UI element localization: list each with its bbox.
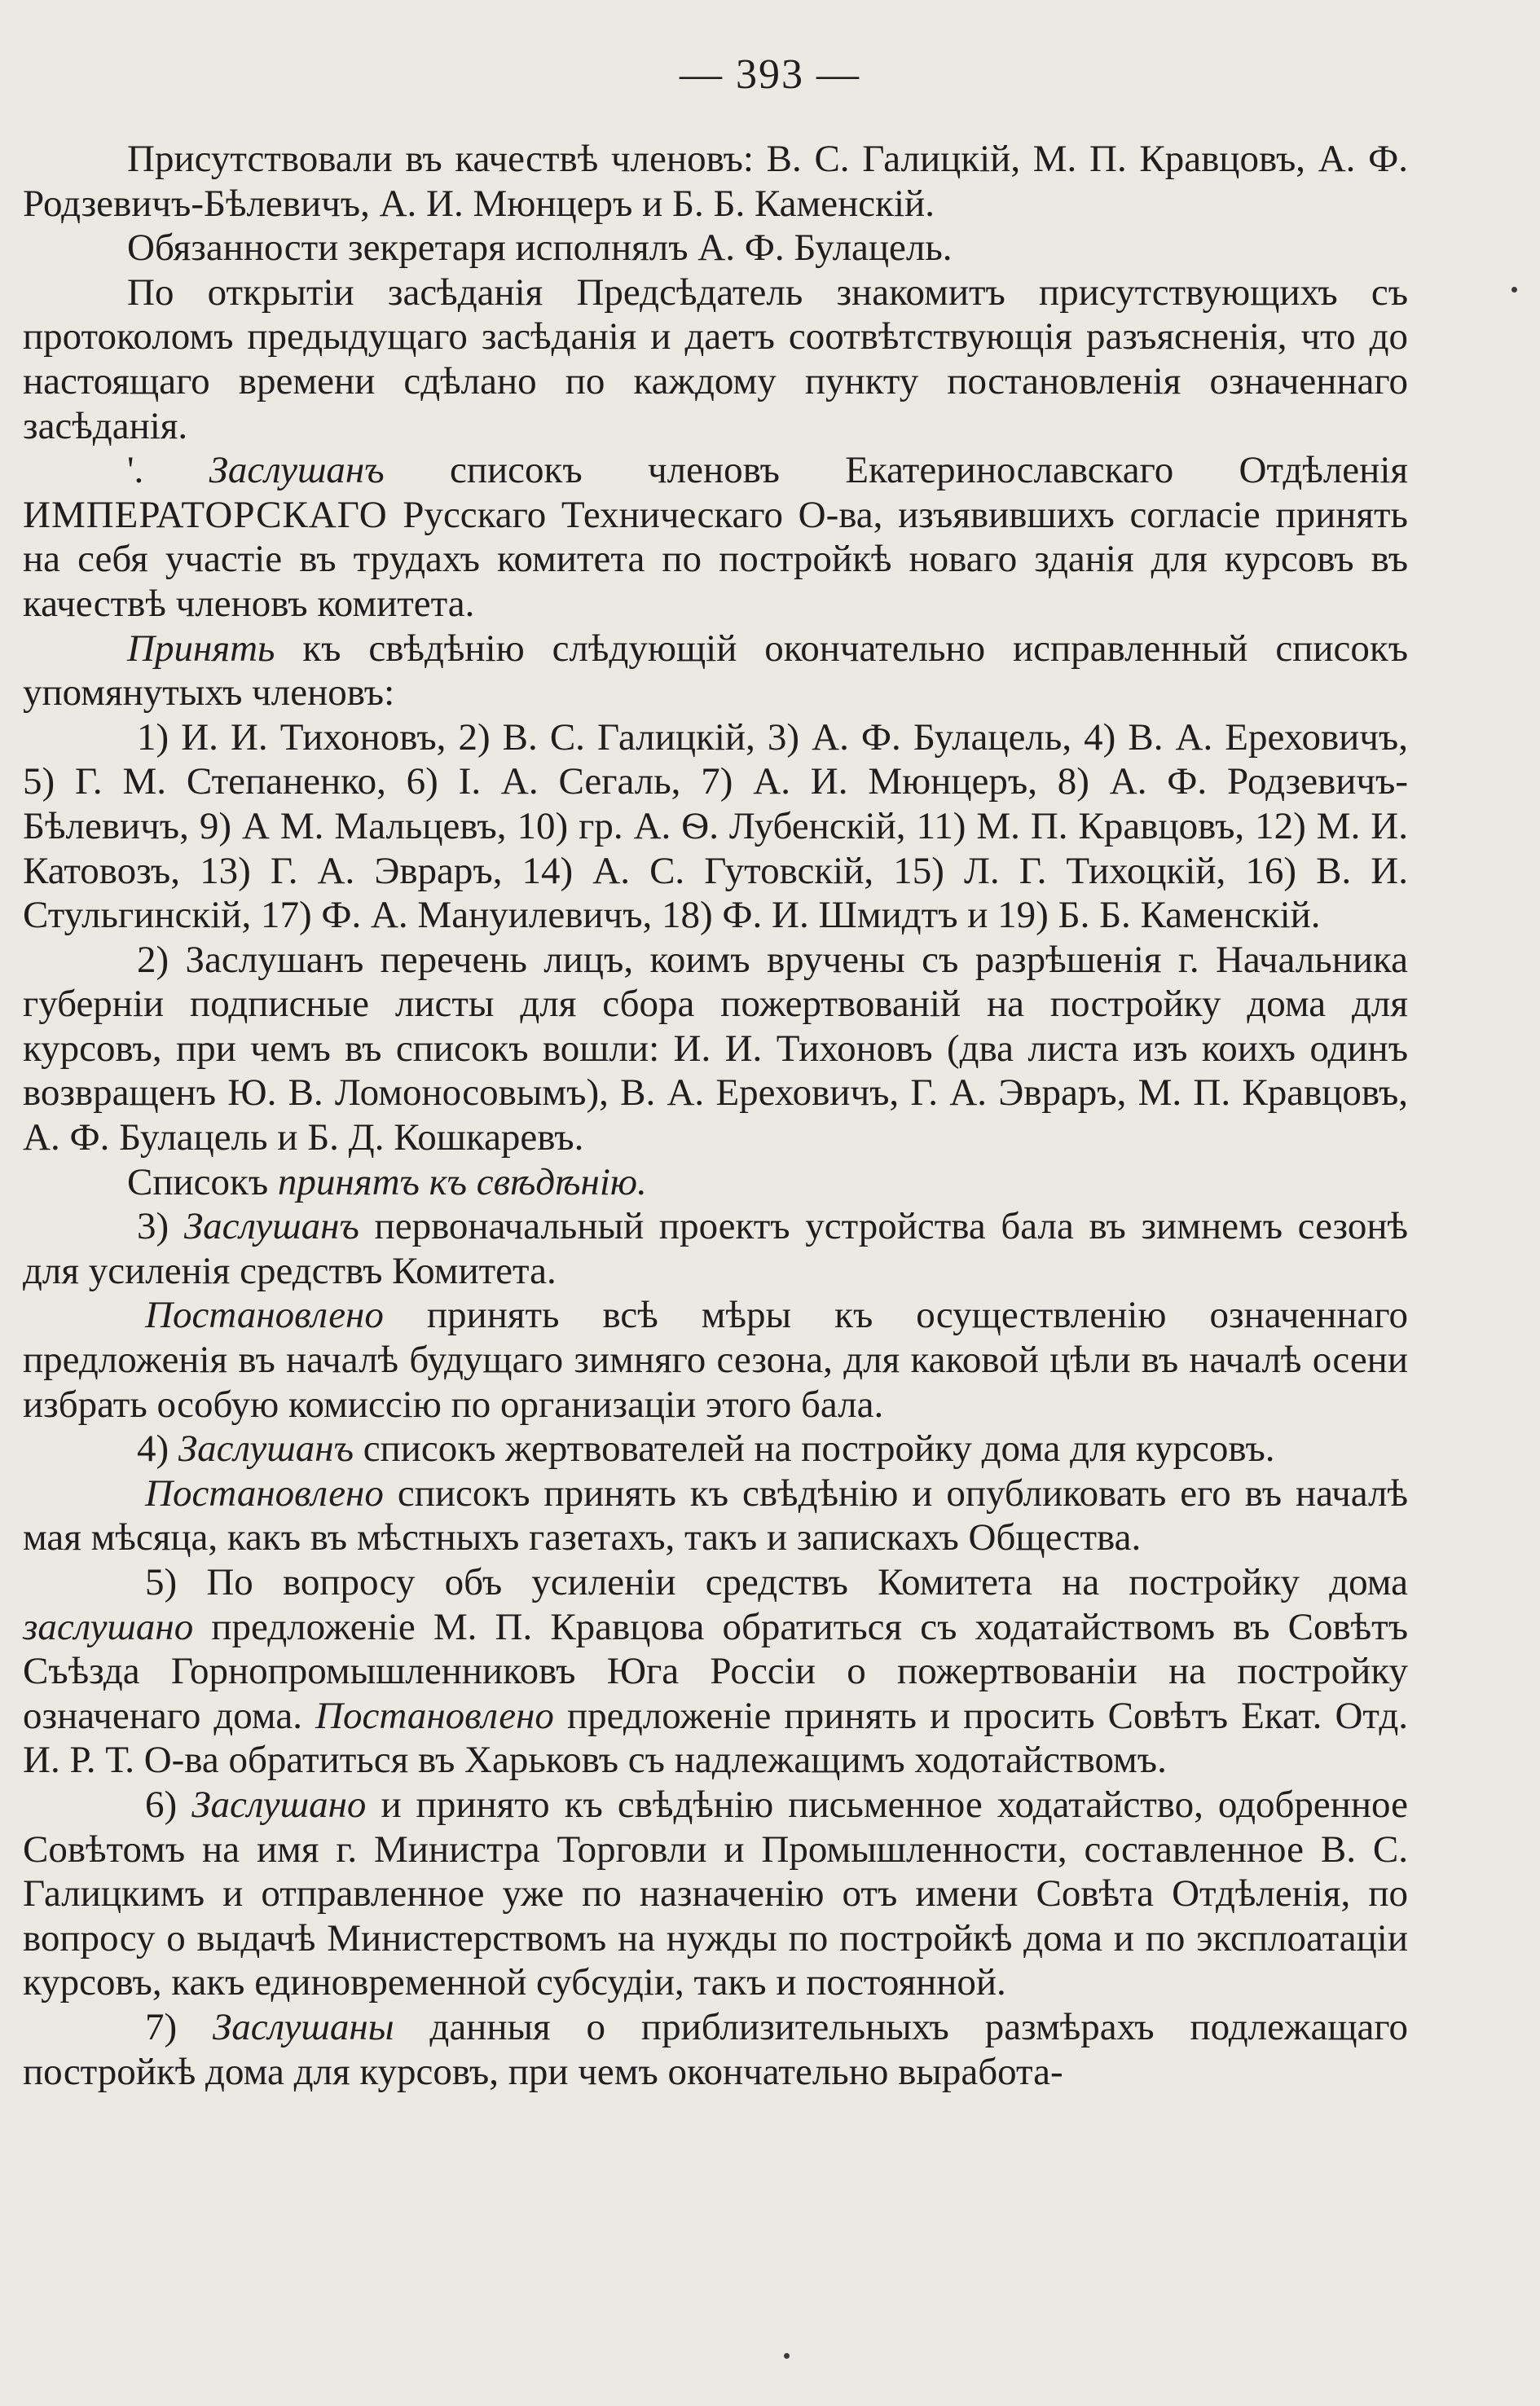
item-4-text: списокъ жертвователей на постройку дома для курсовъ. <box>353 1427 1275 1471</box>
item-2-paragraph: 2) Заслушанъ перечень лицъ, коимъ вручены съ разрѣшенія г. Начальника губерніи подписные листы для сбора пожертвованій на постройку дома для курсовъ, при чемъ въ списокъ вошли: И. И. Тихоновъ (два листа изъ коихъ одинъ возвращенъ Ю. В. Ломоносовымъ), В. А. Ереховичъ, Г. А. Эвраръ, М. П. Кравцовъ, А. Ф. Булацель и Б. Д. Кошкаревъ. <box>23 938 1408 1159</box>
opening-paragraph: По открытіи засѣданія Предсѣдатель знакомитъ присутствующихъ съ протоколомъ предыдущаго засѣданія и даетъ соотвѣтствующія разъясненія, что до настоящаго времени сдѣлано по каждому пункту постановленія означеннаго засѣданія. <box>23 271 1408 447</box>
item-3-resolution <box>23 1293 1408 1427</box>
item-7-paragraph <box>23 2005 1408 2094</box>
item-1-resolution-verb: Принять <box>127 627 275 670</box>
item-5-verb-2: Постановлено <box>315 1694 554 1737</box>
item-6-text: и принято къ свѣдѣнію письменное ходатайство, одобренное Совѣтомъ на имя г. Министра Торговли и Промышленности, составленное В. С. Галицкимъ и отправленное уже по назначенію отъ имени Совѣта Отдѣленія, по вопросу о выдачѣ Министерствомъ на нужды по постройкѣ дома и по эксплоатаціи курсовъ, какъ единовременной субсудіи, такъ и постоянной. <box>23 1783 1408 2004</box>
item-1-resolution <box>23 627 1408 715</box>
page-number: — 393 — <box>680 51 860 98</box>
item-2-resolution-verb: принятъ къ свѣдѣнію. <box>277 1160 647 1203</box>
ink-speck <box>1511 287 1517 293</box>
item-4-paragraph <box>23 1427 1408 1471</box>
ink-speck <box>784 2353 790 2359</box>
item-3-number: 3) <box>137 1205 184 1248</box>
item-1-paragraph <box>23 448 1408 626</box>
item-1-resolution-text: къ свѣдѣнію слѣдующій окончательно исправленный списокъ упомянутыхъ членовъ: <box>23 627 1408 715</box>
item-2-resolution-text: Списокъ <box>127 1160 278 1203</box>
body-text <box>23 137 1408 2094</box>
item-6-paragraph <box>23 1783 1408 2005</box>
item-3-resolution-verb: Постановлено <box>145 1294 384 1337</box>
item-5-text-a: 5) По вопросу объ усиленіи средствъ Комитета на постройку дома <box>145 1561 1408 1603</box>
item-7-number: 7) <box>145 2005 213 2048</box>
item-5-text-c: предложеніе принять и просить Совѣтъ Екат. Отд. И. Р. Т. О-ва обратиться въ Харьковъ съ надлежащимъ ходотайствомъ. <box>23 1694 1408 1782</box>
attendees-paragraph: Присутствовали въ качествѣ членовъ: В. С. Галицкій, М. П. Кравцовъ, А. Ф. Родзевичъ-Бѣлевичъ, А. И. Мюнцеръ и Б. Б. Каменскій. <box>23 138 1408 225</box>
members-list: 1) И. И. Тихоновъ, 2) В. С. Галицкій, 3) А. Ф. Булацель, 4) В. А. Ереховичъ, 5) Г. М. Степаненко, 6) І. А. Сегаль, 7) А. И. Мюнцеръ, 8) А. Ф. Родзевичъ-Бѣлевичъ, 9) А М. Мальцевъ, 10) гр. А. Ѳ. Лубенскій, 11) М. П. Кравцовъ, 12) М. И. Катовозъ, 13) Г. А. Эвраръ, 14) А. С. Гутовскій, 15) Л. Г. Тихоцкій, 16) В. И. Стульгинскій, 17) Ф. А. Мануилевичъ, 18) Ф. И. Шмидтъ и 19) Б. Б. Каменскій. <box>23 715 1408 937</box>
item-3-text: первоначальный проектъ устройства бала въ зимнемъ сезонѣ для усиленія средствъ Комитета. <box>23 1205 1409 1292</box>
item-1-caps: ИМПЕРАТОРСКАГО <box>23 493 388 536</box>
item-1-text-a: списокъ членовъ Екатеринославскаго Отдѣленія <box>384 449 1408 492</box>
item-7-text: данныя о приблизительныхъ размѣрахъ подлежащаго постройкѣ дома для курсовъ, при чемъ окончательно выработа- <box>23 2005 1408 2093</box>
secretary-paragraph: Обязанности зекретаря исполнялъ А. Ф. Булацель. <box>127 227 953 270</box>
item-4-resolution-text: списокъ принять къ свѣдѣнію и опубликовать его въ началѣ мая мѣсяца, какъ въ мѣстныхъ газетахъ, такъ и запискахъ Общества. <box>23 1471 1408 1559</box>
item-6-number: 6) <box>145 1783 192 1826</box>
item-3-paragraph <box>23 1204 1408 1293</box>
item-5-text-b: предложеніе М. П. Кравцова обратиться съ ходатайствомъ въ Совѣтъ Съѣзда Горнопромышленниковъ Юга Россіи о пожертвованіи на постройку означенаго дома. <box>23 1605 1408 1737</box>
item-1-text-b: Русскаго Техническаго О-ва, изъявившихъ согласіе принять на себя участіе въ трудахъ комитета по постройкѣ новаго зданія для курсовъ въ качествѣ членовъ комитета. <box>23 493 1408 625</box>
item-3-resolution-text: принять всѣ мѣры къ осуществленію означеннаго предложенія въ началѣ будущаго зимняго сезона, для каковой цѣли въ началѣ осени избрать особую комиссію по организаціи этого бала. <box>23 1294 1408 1426</box>
item-5-verb: заслушано <box>23 1605 194 1648</box>
item-4-resolution <box>23 1471 1408 1560</box>
item-5-paragraph <box>23 1560 1408 1783</box>
item-4-resolution-verb: Постановлено <box>145 1471 384 1515</box>
item-4-verb: Заслушанъ <box>178 1427 354 1471</box>
item-7-verb: Заслушаны <box>213 2005 394 2048</box>
item-2-resolution <box>23 1160 1408 1205</box>
item-3-verb: Заслушанъ <box>183 1205 359 1248</box>
item-6-verb: Заслушано <box>191 1783 367 1826</box>
item-4-number: 4) <box>137 1427 178 1471</box>
item-1-verb: Заслушанъ <box>209 449 385 492</box>
item-1-number: '. <box>127 449 209 492</box>
